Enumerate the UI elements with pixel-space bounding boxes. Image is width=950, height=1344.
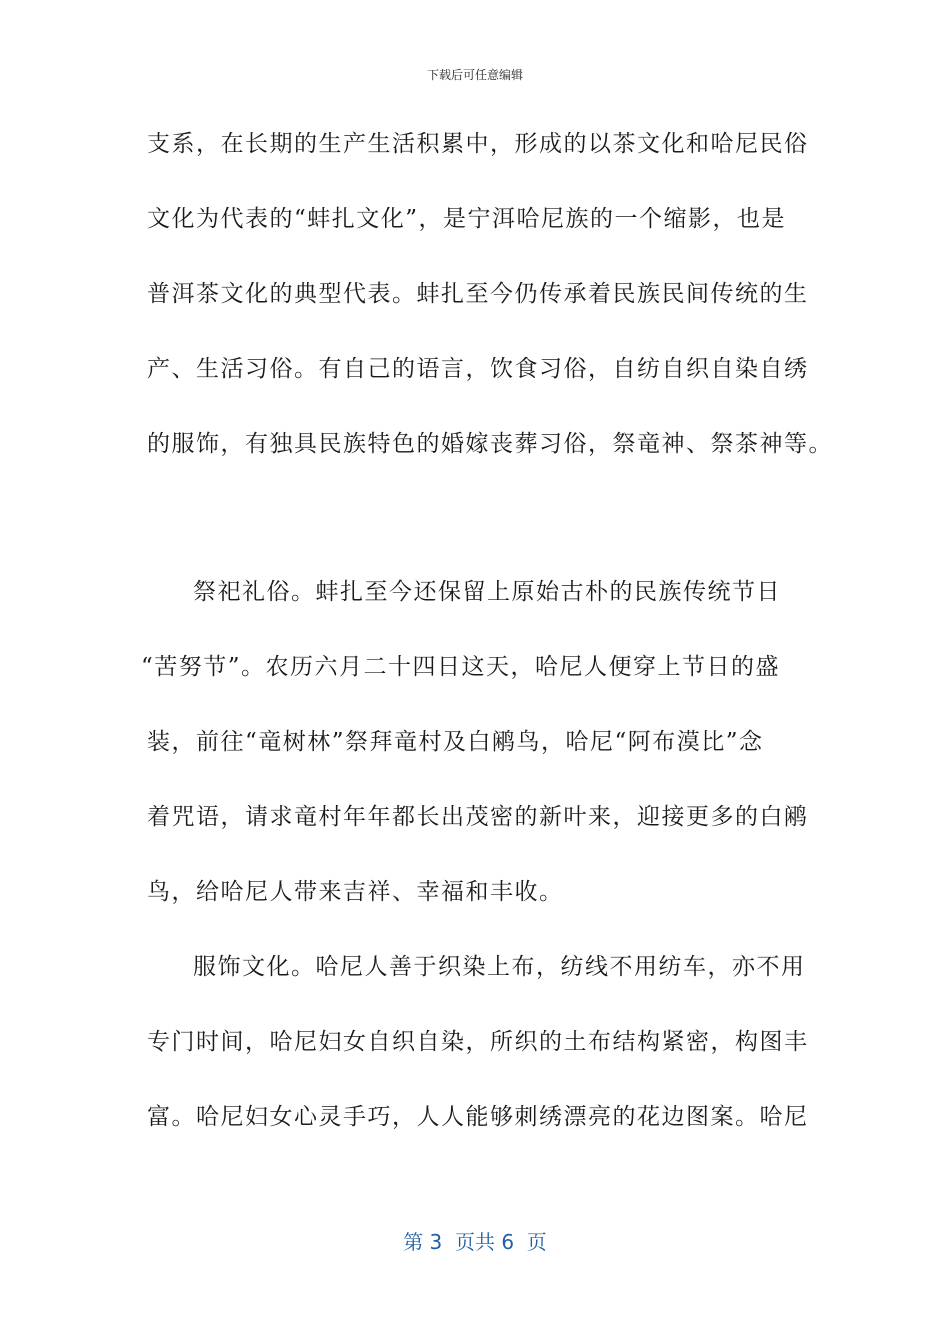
text-line: 普洱茶文化的典型代表。蚌扎至今仍传承着民族民间传统的生 <box>147 281 809 307</box>
text-line: “苦努节”。农历六月二十四日这天，哈尼人便穿上节日的盛 <box>141 654 781 680</box>
text-line: 装，前往“竜树林”祭拜竜村及白鹇鸟，哈尼“阿布漠比”念 <box>147 729 764 755</box>
text-line: 服饰文化。哈尼人善于织染上布，纺线不用纺车，亦不用 <box>193 954 806 980</box>
page-header: 下载后可任意编辑 <box>426 68 523 82</box>
text-line: 产、生活习俗。有自己的语言，饮食习俗，自纺自织自染自绣 <box>147 356 809 382</box>
text-line: 专门时间，哈尼妇女自织自染，所织的土布结构紧密，构图丰 <box>147 1029 809 1055</box>
text-line: 着咒语，请求竜村年年都长出茂密的新叶来，迎接更多的白鹇 <box>147 804 809 830</box>
text-line: 的服饰，有独具民族特色的婚嫁丧葬习俗，祭竜神、祭茶神等。 <box>147 431 833 457</box>
text-line: 支系，在长期的生产生活积累中，形成的以茶文化和哈尼民俗 <box>147 131 809 157</box>
text-line: 富。哈尼妇女心灵手巧，人人能够刺绣漂亮的花边图案。哈尼 <box>147 1104 809 1130</box>
text-line: 文化为代表的“蚌扎文化”，是宁洱哈尼族的一个缩影，也是 <box>147 206 787 232</box>
text-line: 祭祀礼俗。蚌扎至今还保留上原始古朴的民族传统节日 <box>193 579 781 605</box>
text-line: 鸟，给哈尼人带来吉祥、幸福和丰收。 <box>147 879 564 905</box>
page-number-footer: 第 3 页共 6 页 <box>403 1230 547 1254</box>
